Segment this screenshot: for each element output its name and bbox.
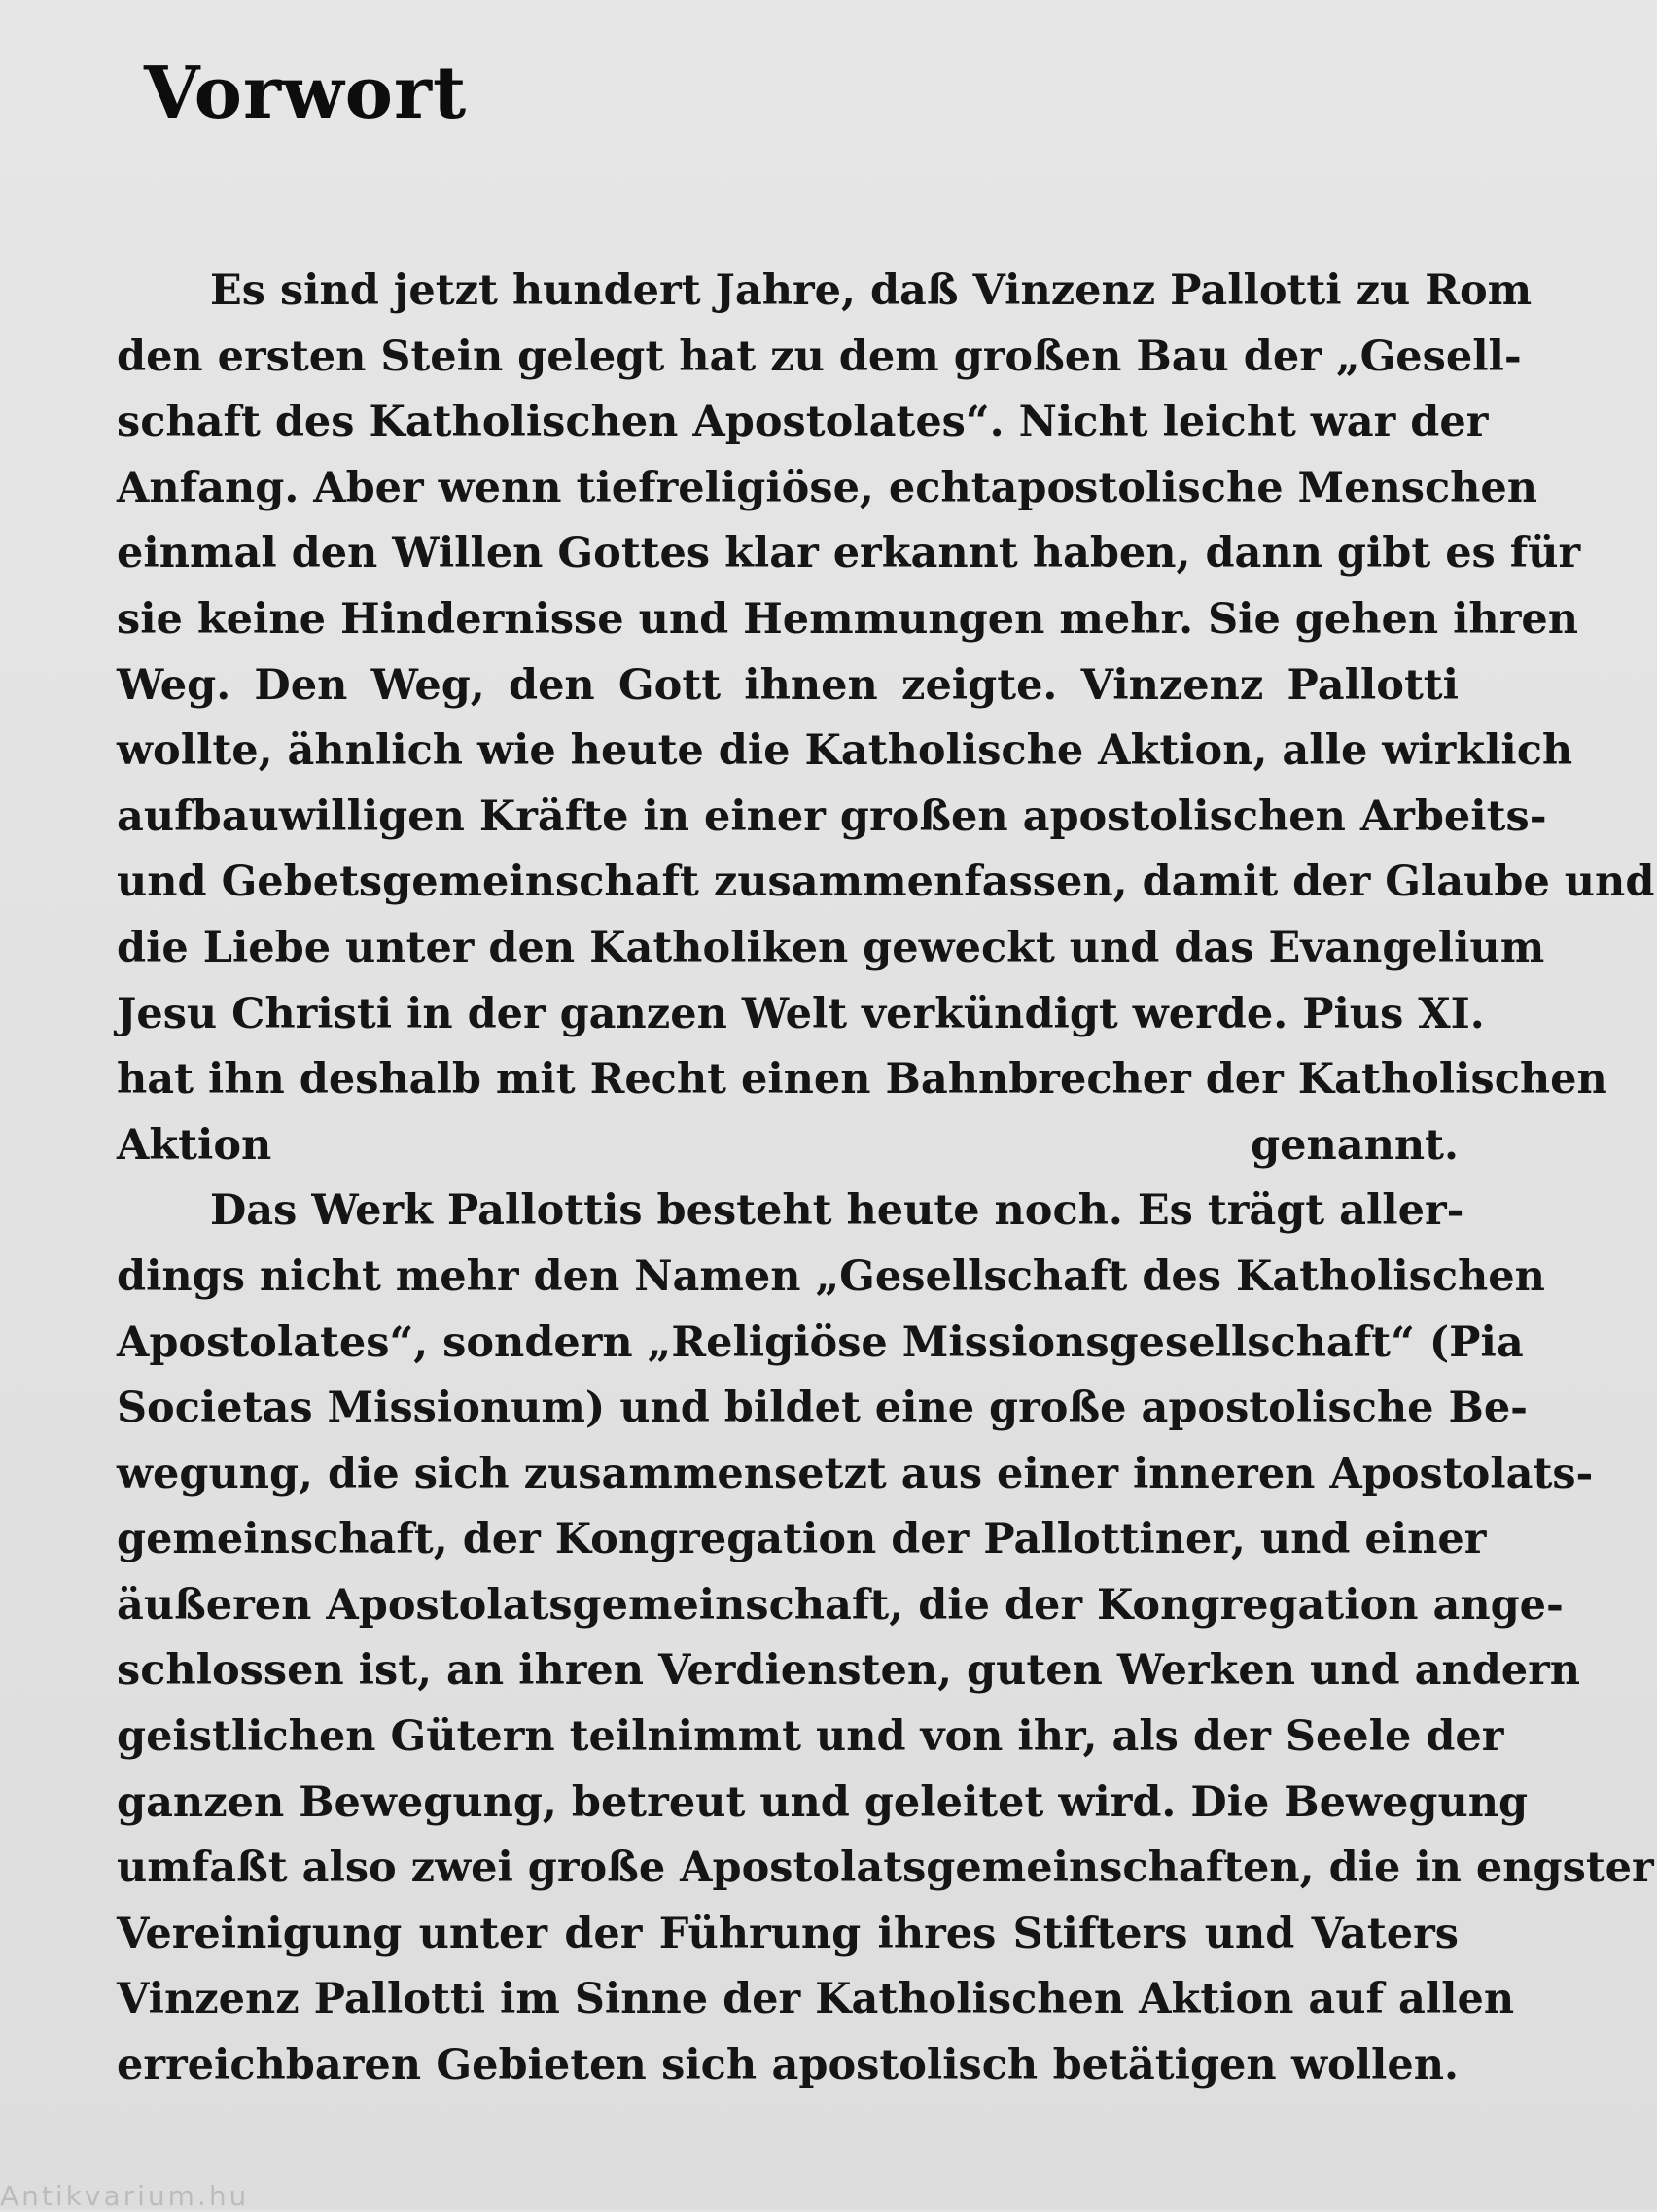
text-line: und Gebetsgemeinschaft zusammenfassen, damit der Glaube und — [117, 858, 1655, 907]
text-line: schaft des Katholischen Apostolates“. Nicht leicht war der — [117, 398, 1489, 447]
text-line: hat ihn deshalb mit Recht einen Bahnbrecher der Katholischen — [117, 1055, 1607, 1105]
watermark-text: Antikvarium.hu — [0, 2180, 250, 2212]
body-text — [117, 259, 1655, 2099]
text-line: Societas Missionum) und bildet eine große apostolische Be- — [117, 1384, 1529, 1433]
text-line: äußeren Apostolatsgemeinschaft, die der Kongregation ange- — [117, 1580, 1564, 1630]
text-line: dings nicht mehr den Namen „Gesellschaft des Katholischen — [117, 1251, 1545, 1301]
text-line: Anfang. Aber wenn tiefreligiöse, echtapostolische Menschen — [117, 463, 1538, 512]
text-line: ganzen Bewegung, betreut und geleitet wird. Die Bewegung — [117, 1777, 1529, 1827]
page-heading: Vorwort — [144, 52, 468, 135]
text-line: wollte, ähnlich wie heute die Katholische Aktion, alle wirklich — [117, 726, 1573, 776]
text-line: schlossen ist, an ihren Verdiensten, guten Werken und andern — [117, 1646, 1581, 1696]
text-line: Weg. Den Weg, den Gott ihnen zeigte. Vinzenz Pallotti — [117, 660, 1459, 710]
text-line: umfaßt also zwei große Apostolatsgemeinschaften, die in engster — [117, 1843, 1654, 1893]
text-line: die Liebe unter den Katholiken geweckt und das Evangelium — [117, 923, 1545, 972]
text-line: Vinzenz Pallotti im Sinne der Katholischen Aktion auf allen — [117, 1975, 1515, 2024]
text-line: Das Werk Pallottis besteht heute noch. Es trägt aller- — [210, 1186, 1464, 1236]
text-line: aufbauwilligen Kräfte in einer großen apostolischen Arbeits- — [117, 791, 1547, 841]
text-line: erreichbaren Gebieten sich apostolisch betätigen wollen. — [117, 2041, 1459, 2090]
text-line: den ersten Stein gelegt hat zu dem großen Bau der „Gesell- — [117, 332, 1522, 381]
paragraph-1 — [117, 259, 1655, 1178]
text-line: Apostolates“, sondern „Religiöse Missionsgesellschaft“ (Pia — [117, 1317, 1524, 1367]
text-line: einmal den Willen Gottes klar erkannt haben, dann gibt es für — [117, 529, 1581, 579]
paragraph-2 — [117, 1178, 1654, 2098]
text-line: Vereinigung unter der Führung ihres Stifters und Vaters — [117, 1909, 1459, 1958]
text-line: Jesu Christi in der ganzen Welt verkündigt werde. Pius XI. — [117, 989, 1485, 1038]
text-line: Aktion genannt. — [117, 1120, 1459, 1170]
text-line: sie keine Hindernisse und Hemmungen mehr. Sie gehen ihren — [117, 594, 1578, 644]
text-line: geistlichen Gütern teilnimmt und von ihr, als der Seele der — [117, 1712, 1504, 1762]
text-line: wegung, die sich zusammensetzt aus einer inneren Apostolats- — [117, 1449, 1594, 1498]
text-line: Es sind jetzt hundert Jahre, daß Vinzenz Pallotti zu Rom — [210, 266, 1533, 315]
text-line: gemeinschaft, der Kongregation der Pallottiner, und einer — [117, 1515, 1487, 1564]
